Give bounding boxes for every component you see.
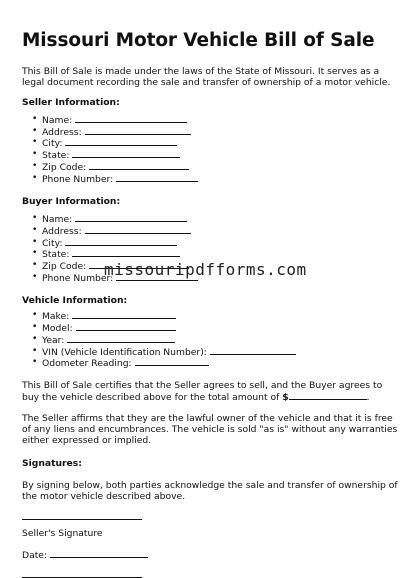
vehicle-year-field: • Year: <box>32 334 402 346</box>
seller-address-blank[interactable] <box>85 126 191 135</box>
document-title: Missouri Motor Vehicle Bill of Sale <box>22 30 375 51</box>
seller-city-blank[interactable] <box>65 137 177 146</box>
vehicle-model-field: • Model: <box>32 322 402 334</box>
date-field: Date: <box>22 549 402 561</box>
vehicle-vin-field: • VIN (Vehicle Identification Number): <box>32 346 402 358</box>
vehicle-vin-blank[interactable] <box>210 346 296 355</box>
seller-heading: Seller Information: <box>22 97 120 108</box>
buyer-name-blank[interactable] <box>75 213 187 222</box>
seller-name-blank[interactable] <box>75 114 187 123</box>
seller-zip-blank[interactable] <box>89 161 189 170</box>
vehicle-odometer-blank[interactable] <box>135 357 209 366</box>
seller-phone-blank[interactable] <box>116 173 198 182</box>
buyer-city-field: • City: <box>32 237 402 249</box>
vehicle-model-blank[interactable] <box>76 322 176 331</box>
buyer-state-field: • State: <box>32 248 402 260</box>
seller-state-field: • State: <box>32 149 402 161</box>
buyer-city-blank[interactable] <box>65 237 177 246</box>
certify-paragraph: This Bill of Sale certifies that the Seller agrees to sell, and the Buyer agrees to buy the vehicle described above for the total amount of $ . <box>22 379 383 403</box>
seller-state-blank[interactable] <box>72 149 180 158</box>
seller-zip-field: • Zip Code: <box>32 161 402 173</box>
buyer-address-blank[interactable] <box>85 225 191 234</box>
vehicle-odometer-field: • Odometer Reading: <box>32 357 402 369</box>
seller-phone-field: • Phone Number: <box>32 173 402 185</box>
seller-signature-line[interactable] <box>22 519 142 520</box>
vehicle-make-blank[interactable] <box>72 310 176 319</box>
intro-paragraph: This Bill of Sale is made under the laws of the State of Missouri. It serves as a legal document recording the sale and transfer of ownership of a motor vehicle. <box>22 66 391 88</box>
buyer-zip-field: • Zip Code: <box>32 260 402 272</box>
seller-city-field: • City: <box>32 137 402 149</box>
vehicle-heading: Vehicle Information: <box>22 295 128 307</box>
seller-address-field: • Address: <box>32 126 402 138</box>
affirm-paragraph: The Seller affirms that they are the lawful owner of the vehicle and that it is free of any liens and encumbrances. The vehicle is sold "as is" without any warranties either expressed or implied. <box>22 412 398 446</box>
signatures-paragraph: By signing below, both parties acknowledge the sale and transfer of ownership of the motor vehicle described above. <box>22 479 398 502</box>
vehicle-make-field: • Make: <box>32 310 402 322</box>
vehicle-fields <box>22 310 402 369</box>
buyer-name-field: • Name: <box>32 213 402 225</box>
buyer-address-field: • Address: <box>32 225 402 237</box>
seller-signature-label: Seller's Signature <box>22 527 103 539</box>
seller-fields <box>22 114 402 184</box>
buyer-phone-field: • Phone Number: <box>32 272 402 284</box>
document-page <box>22 30 402 578</box>
amount-blank[interactable] <box>289 391 367 400</box>
buyer-heading: Buyer Information: <box>22 196 121 208</box>
seller-name-field: • Name: <box>32 114 402 126</box>
date-blank[interactable] <box>50 549 148 558</box>
vehicle-year-blank[interactable] <box>67 334 175 343</box>
watermark-text: missouripdfforms.com <box>104 260 307 279</box>
signatures-heading: Signatures: <box>22 457 82 469</box>
buyer-state-blank[interactable] <box>72 248 180 257</box>
